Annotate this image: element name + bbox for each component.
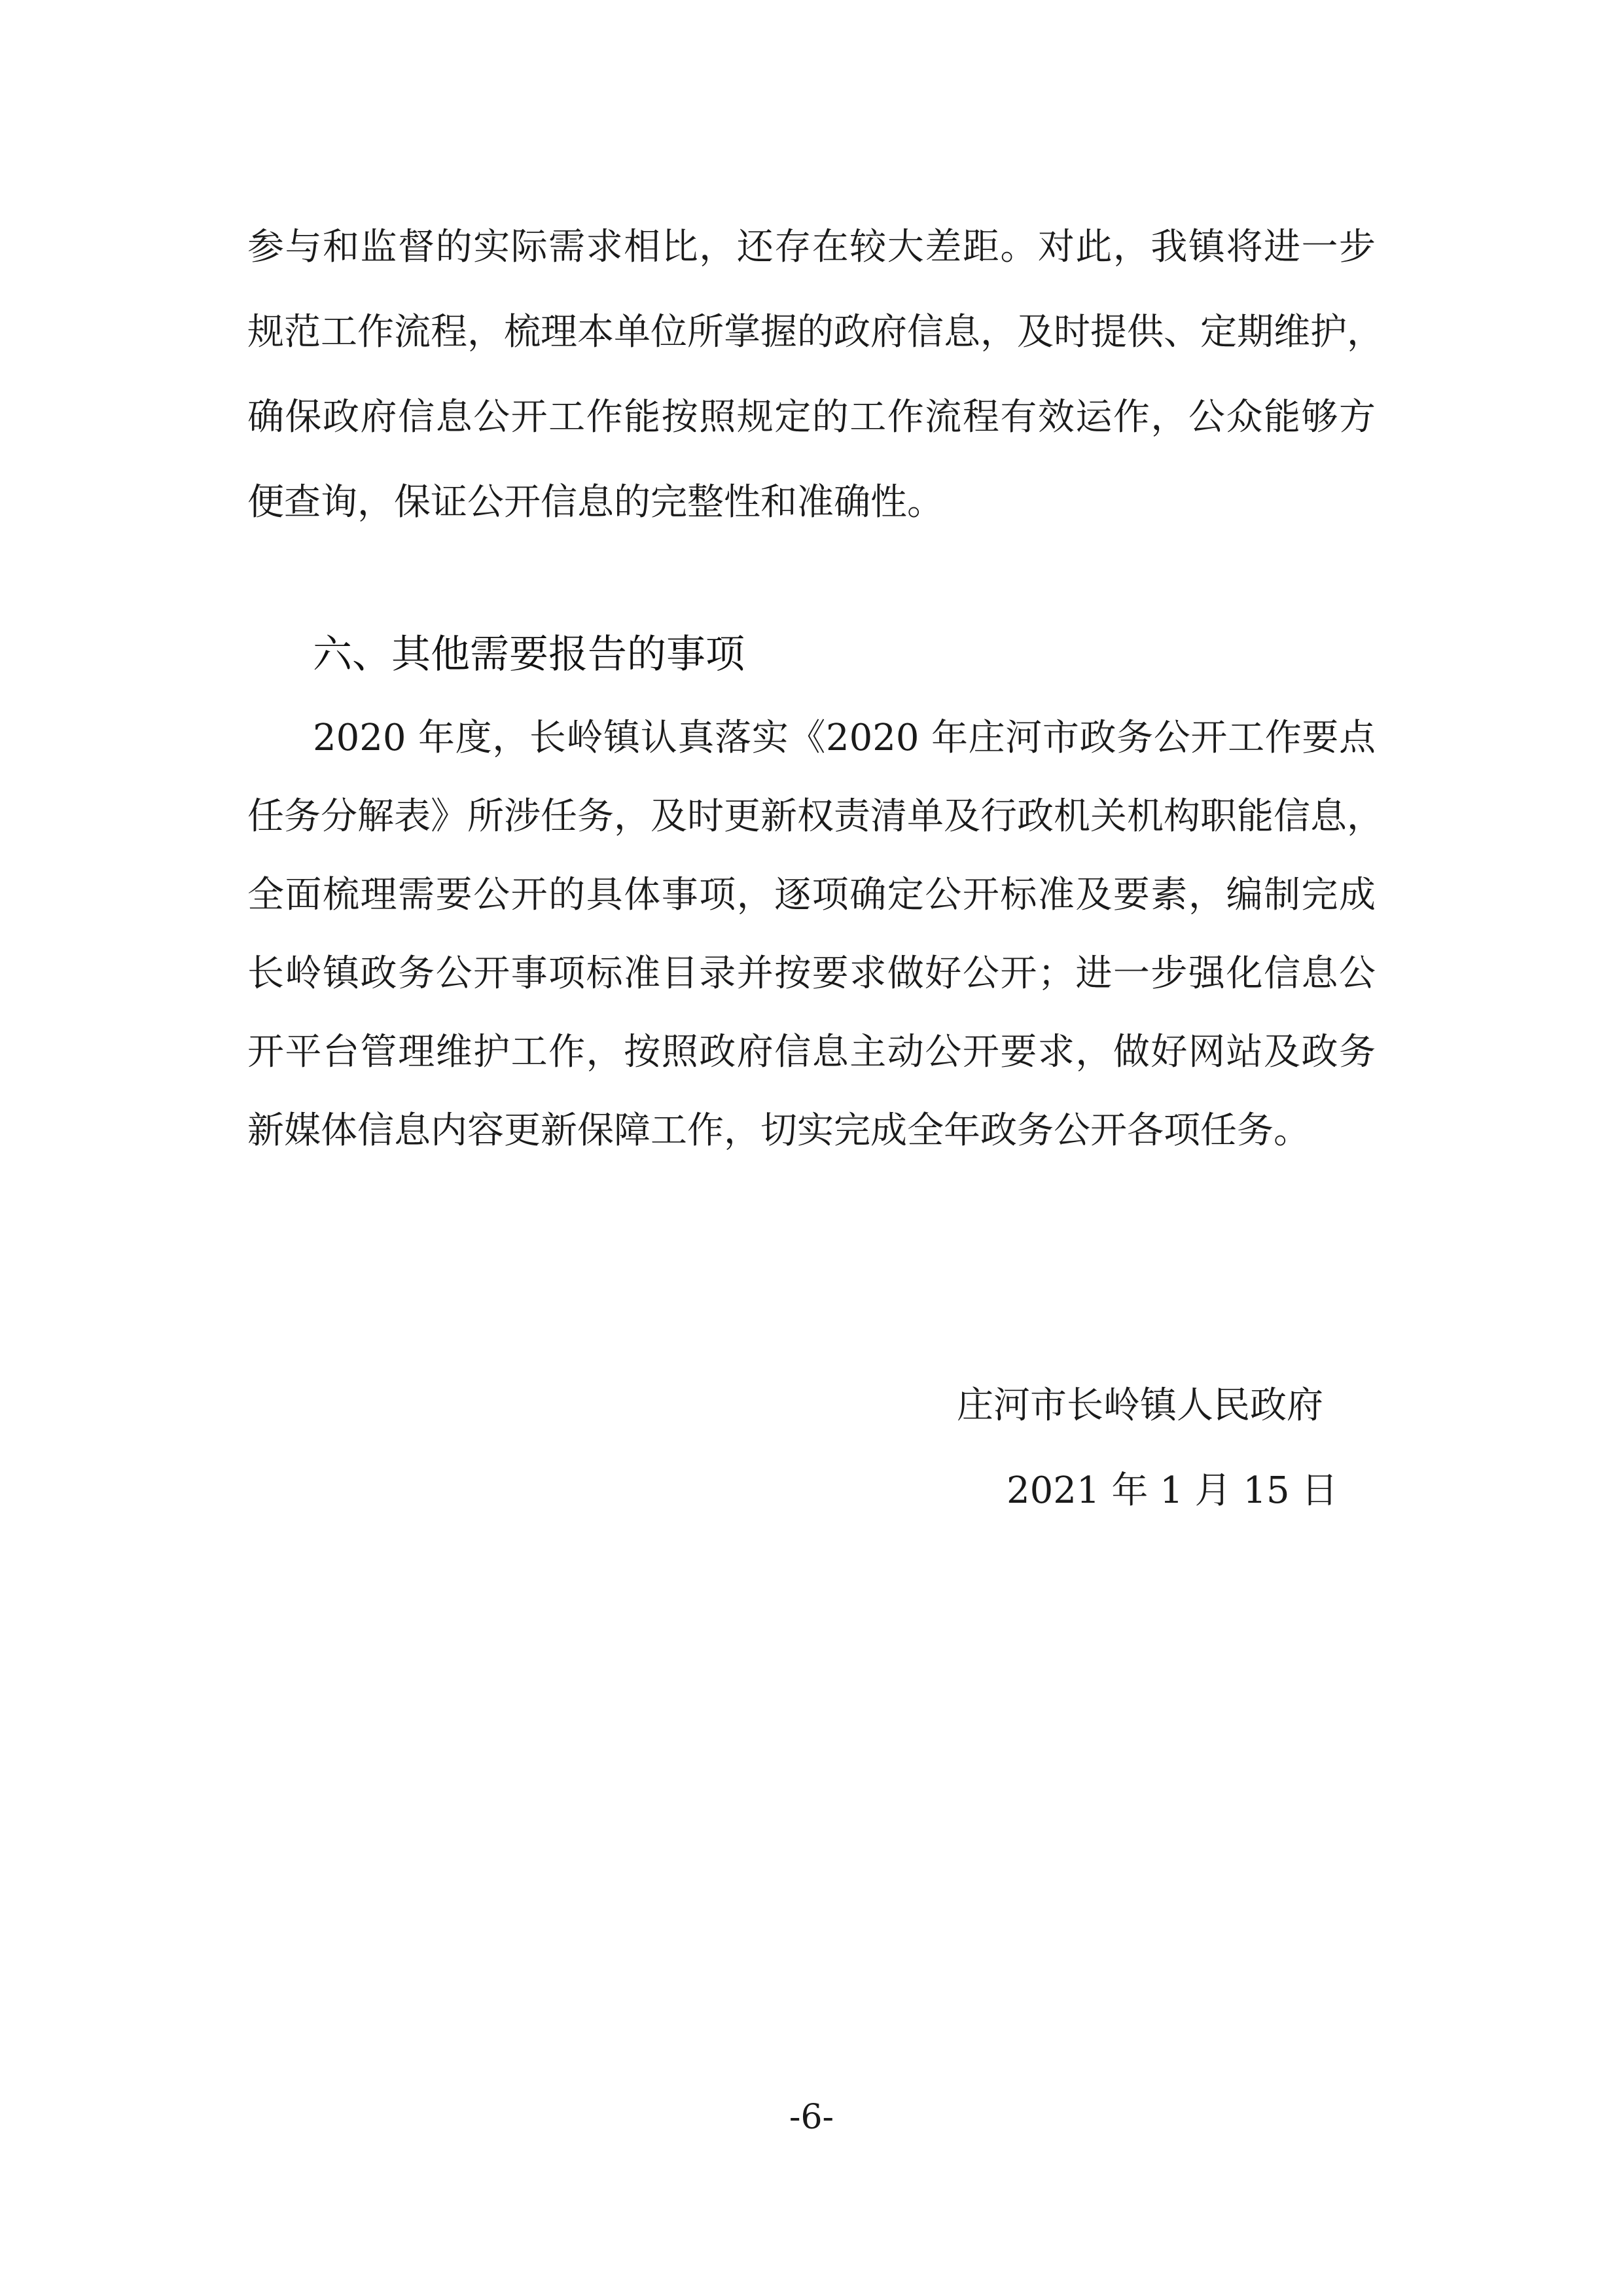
paragraph-line: 新媒体信息内容更新保障工作，切实完成全年政务公开各项任务。	[247, 1109, 1310, 1152]
paragraph-line: 规范工作流程，梳理本单位所掌握的政府信息，及时提供、定期维护，	[247, 311, 1383, 353]
paragraph-line: 参与和监督的实际需求相比，还存在较大差距。对此，我镇将进一步	[247, 226, 1376, 268]
paragraph-line: 全面梳理需要公开的具体事项，逐项确定公开标准及要素，编制完成	[247, 874, 1376, 916]
paragraph-line: 长岭镇政务公开事项标准目录并按要求做好公开；进一步强化信息公	[247, 952, 1376, 995]
page-number: -6-	[789, 2098, 834, 2137]
section-heading: 六、其他需要报告的事项	[313, 632, 745, 677]
paragraph-line: 任务分解表》所涉任务，及时更新权责清单及行政机关机构职能信息，	[247, 795, 1383, 838]
paragraph-line: 确保政府信息公开工作能按照规定的工作流程有效运作，公众能够方	[247, 396, 1376, 439]
signature-organization: 庄河市长岭镇人民政府	[957, 1384, 1323, 1427]
paragraph-line: 2020 年度，长岭镇认真落实《2020 年庄河市政务公开工作要点	[313, 717, 1376, 759]
paragraph-line: 便查询，保证公开信息的完整性和准确性。	[247, 481, 944, 524]
paragraph-line: 开平台管理维护工作，按照政府信息主动公开要求，做好网站及政务	[247, 1031, 1376, 1073]
signature-date: 2021 年 1 月 15 日	[1007, 1469, 1338, 1512]
